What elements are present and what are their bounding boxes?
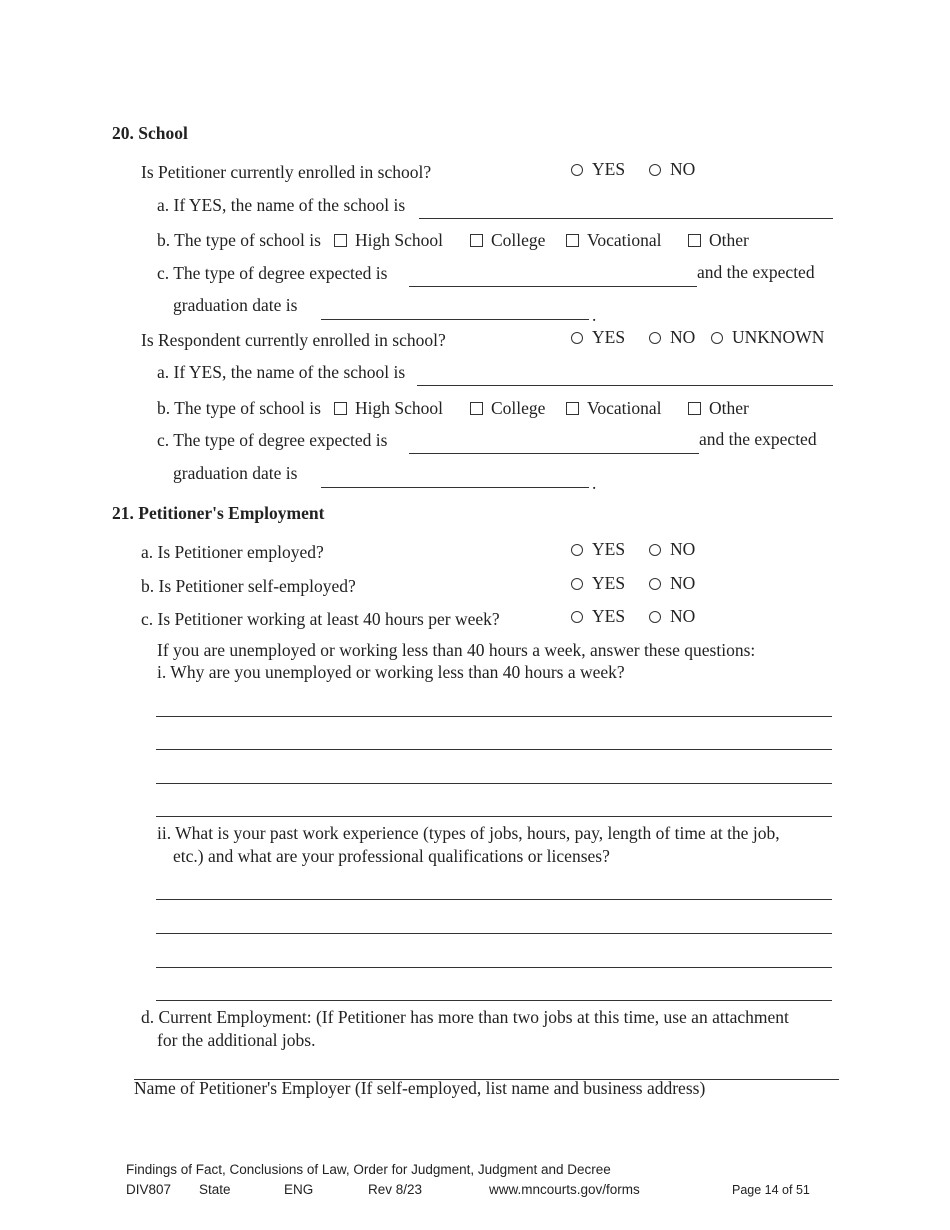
employer-name-label: Name of Petitioner's Employer (If self-employed, list name and business address) [134, 1078, 706, 1098]
respondent-other-checkbox[interactable] [688, 402, 701, 415]
unemployed-instructions: If you are unemployed or working less than 40 hours a week, answer these questions: [157, 640, 756, 660]
self-employed-no-radio[interactable] [649, 578, 661, 590]
self-employed-yes-radio[interactable] [571, 578, 583, 590]
employed-no-radio[interactable] [649, 544, 661, 556]
petitioner-school-no-label: NO [670, 159, 696, 179]
respondent-degree-field[interactable] [409, 453, 699, 454]
self-employed-yes-label: YES [592, 573, 626, 593]
respondent-school-yes-radio[interactable] [571, 332, 583, 344]
petitioner-and-expected-label: and the expected [697, 262, 815, 282]
petitioner-school-question: Is Petitioner currently enrolled in school? [141, 162, 432, 182]
petitioner-degree-label: c. The type of degree expected is [157, 263, 388, 283]
respondent-vocational-checkbox[interactable] [566, 402, 579, 415]
answer-ii-line[interactable] [156, 1000, 832, 1001]
answer-ii-line[interactable] [156, 933, 832, 934]
footer-page-number: Page 14 of 51 [732, 1183, 810, 1197]
respondent-school-unknown-radio[interactable] [711, 332, 723, 344]
respondent-graduation-field[interactable] [321, 487, 589, 488]
respondent-degree-label: c. The type of degree expected is [157, 430, 388, 450]
respondent-school-unknown-label: UNKNOWN [732, 327, 825, 347]
petitioner-school-yes-label: YES [592, 159, 626, 179]
employed-yes-radio[interactable] [571, 544, 583, 556]
petitioner-vocational-label: Vocational [587, 230, 662, 250]
footer-revision: Rev 8/23 [368, 1182, 423, 1197]
question-ii-line-2: etc.) and what are your professional qualifications or licenses? [173, 846, 610, 866]
footer-form-title: Findings of Fact, Conclusions of Law, Order for Judgment, Judgment and Decree [126, 1162, 611, 1177]
forty-hours-yes-label: YES [592, 606, 626, 626]
answer-i-line[interactable] [156, 783, 832, 784]
petitioner-graduation-field[interactable] [321, 319, 589, 320]
employed-yes-label: YES [592, 539, 626, 559]
respondent-college-label: College [491, 398, 546, 418]
section-20-heading: 20. School [112, 123, 188, 143]
respondent-other-label: Other [709, 398, 749, 418]
petitioner-vocational-checkbox[interactable] [566, 234, 579, 247]
petitioner-school-no-radio[interactable] [649, 164, 661, 176]
footer-url[interactable]: www.mncourts.gov/forms [489, 1182, 640, 1197]
employed-question: a. Is Petitioner employed? [141, 542, 324, 562]
forty-hours-question: c. Is Petitioner working at least 40 hours per week? [141, 609, 500, 629]
petitioner-college-label: College [491, 230, 546, 250]
respondent-and-expected-label: and the expected [699, 429, 817, 449]
petitioner-other-label: Other [709, 230, 749, 250]
petitioner-degree-field[interactable] [409, 286, 697, 287]
petitioner-school-name-field[interactable] [419, 218, 833, 219]
respondent-college-checkbox[interactable] [470, 402, 483, 415]
self-employed-question: b. Is Petitioner self-employed? [141, 576, 356, 596]
respondent-school-name-label: a. If YES, the name of the school is [157, 362, 406, 382]
current-employment-line-2: for the additional jobs. [157, 1030, 316, 1050]
forty-hours-yes-radio[interactable] [571, 611, 583, 623]
answer-ii-line[interactable] [156, 967, 832, 968]
footer-state: State [199, 1182, 231, 1197]
question-i: i. Why are you unemployed or working less than 40 hours a week? [157, 662, 625, 682]
respondent-vocational-label: Vocational [587, 398, 662, 418]
answer-i-line[interactable] [156, 816, 832, 817]
answer-i-line[interactable] [156, 749, 832, 750]
respondent-high-school-checkbox[interactable] [334, 402, 347, 415]
respondent-school-question: Is Respondent currently enrolled in school? [141, 330, 446, 350]
section-21-heading: 21. Petitioner's Employment [112, 503, 325, 523]
question-ii-line-1: ii. What is your past work experience (types of jobs, hours, pay, length of time at the job, [157, 823, 780, 843]
current-employment-line-1: d. Current Employment: (If Petitioner has more than two jobs at this time, use an attachment [141, 1007, 789, 1027]
forty-hours-no-label: NO [670, 606, 696, 626]
respondent-school-no-label: NO [670, 327, 696, 347]
petitioner-college-checkbox[interactable] [470, 234, 483, 247]
respondent-school-yes-label: YES [592, 327, 626, 347]
petitioner-high-school-label: High School [355, 230, 443, 250]
employed-no-label: NO [670, 539, 696, 559]
respondent-school-name-field[interactable] [417, 385, 833, 386]
footer-language: ENG [284, 1182, 314, 1197]
petitioner-graduation-label: graduation date is [173, 295, 298, 315]
answer-i-line[interactable] [156, 716, 832, 717]
self-employed-no-label: NO [670, 573, 696, 593]
respondent-graduation-label: graduation date is [173, 463, 298, 483]
forty-hours-no-radio[interactable] [649, 611, 661, 623]
petitioner-school-type-label: b. The type of school is [157, 230, 321, 250]
answer-ii-line[interactable] [156, 899, 832, 900]
respondent-high-school-label: High School [355, 398, 443, 418]
respondent-school-type-label: b. The type of school is [157, 398, 321, 418]
petitioner-school-name-label: a. If YES, the name of the school is [157, 195, 406, 215]
respondent-school-no-radio[interactable] [649, 332, 661, 344]
period: . [592, 473, 597, 493]
petitioner-school-yes-radio[interactable] [571, 164, 583, 176]
petitioner-high-school-checkbox[interactable] [334, 234, 347, 247]
petitioner-other-checkbox[interactable] [688, 234, 701, 247]
period: . [592, 305, 597, 325]
footer-form-id: DIV807 [126, 1182, 172, 1197]
